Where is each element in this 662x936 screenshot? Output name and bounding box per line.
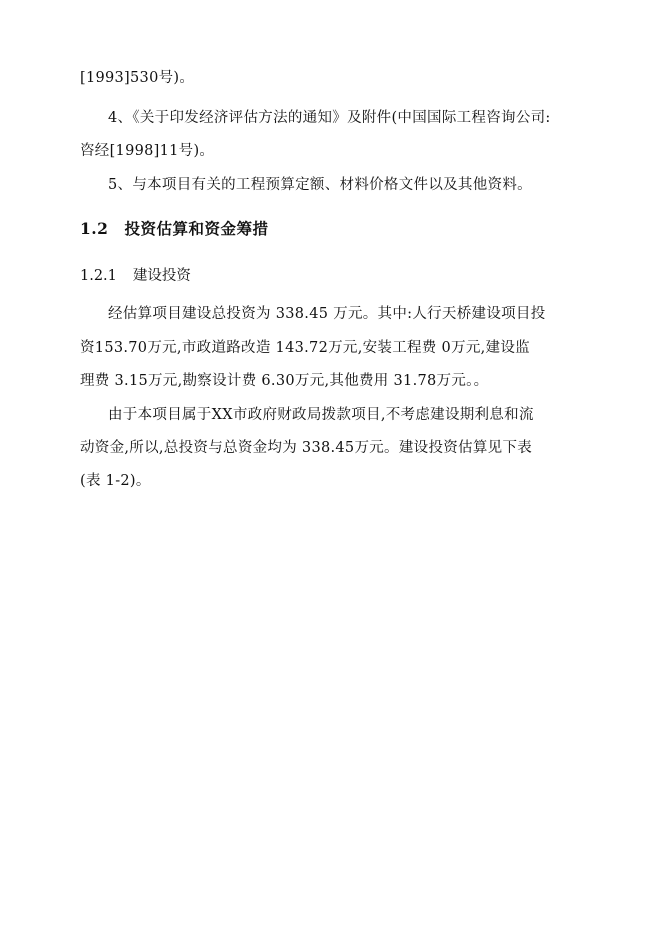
subsection-number: 1.2.1: [80, 268, 117, 284]
reference-item-4: 4、《关于印发经济评估方法的通知》及附件(中国国际工程咨询公司:: [108, 110, 551, 126]
paragraph-2-line-2: 动资金,所以,总投资与总资金均为 338.45万元。建设投资估算见下表: [80, 440, 533, 456]
subsection-title: 建设投资: [132, 268, 191, 284]
reference-line-1: [1993]530号)。: [80, 70, 195, 86]
section-heading: [80, 218, 268, 240]
section-title: 投资估算和资金筹措: [124, 219, 269, 238]
paragraph-2-line-1: 由于本项目属于XX市政府财政局拨款项目,不考虑建设期利息和流: [108, 407, 534, 423]
reference-item-5: 5、与本项目有关的工程预算定额、材料价格文件以及其他资料。: [108, 177, 532, 193]
section-number: 1.2: [80, 219, 109, 238]
paragraph-2-line-3: (表 1-2)。: [80, 473, 151, 489]
reference-item-4-continued: 咨经[1998]11号)。: [80, 143, 215, 159]
subsection-heading: [80, 266, 191, 286]
paragraph-1-line-2: 资153.70万元,市政道路改造 143.72万元,安装工程费 0万元,建设监: [80, 340, 530, 356]
paragraph-1-line-1: 经估算项目建设总投资为 338.45 万元。其中:人行天桥建设项目投: [108, 306, 546, 322]
paragraph-1-line-3: 理费 3.15万元,勘察设计费 6.30万元,其他费用 31.78万元。。: [80, 373, 489, 389]
